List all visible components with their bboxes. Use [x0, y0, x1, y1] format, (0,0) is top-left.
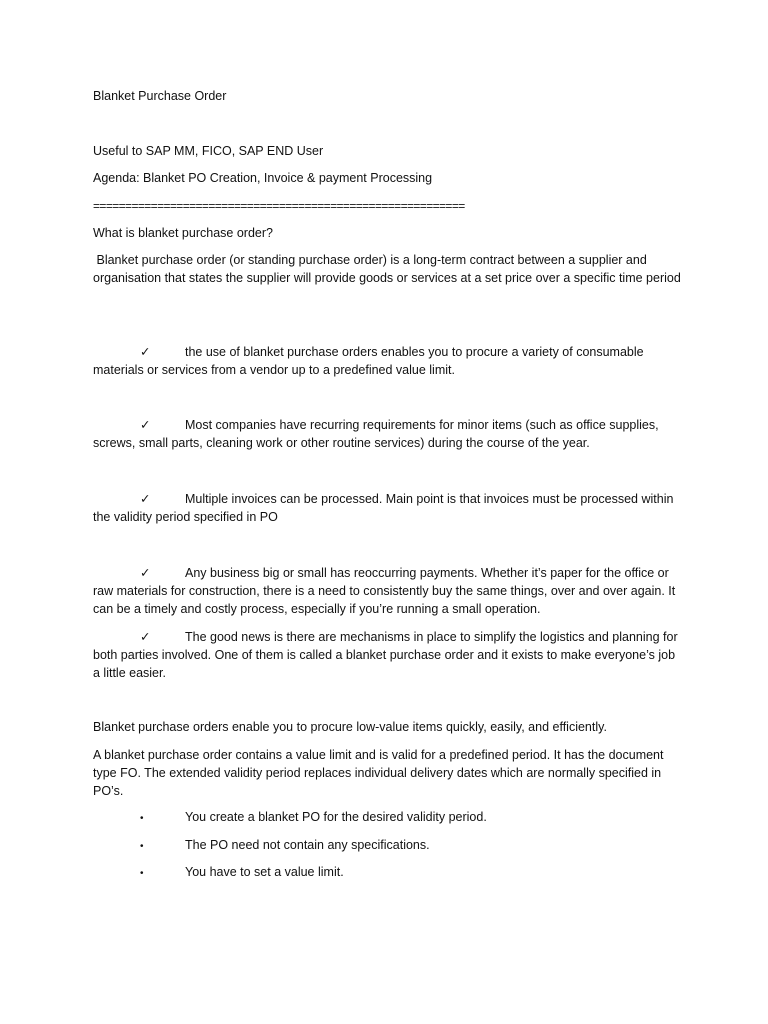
check-item-text: the use of blanket purchase orders enables you to procure a variety of consumable materials or services from a vendor up to a predefined value limit. [93, 345, 644, 377]
useful-line: Useful to SAP MM, FICO, SAP END User [93, 144, 324, 158]
question-heading: What is blanket purchase order? [93, 226, 273, 240]
document-title: Blanket Purchase Order [93, 89, 227, 103]
check-item-text: Most companies have recurring requirements for minor items (such as office supplies, screws, small parts, cleaning work or other routine services) during the course of the year. [93, 418, 659, 450]
agenda-line: Agenda: Blanket PO Creation, Invoice & payment Processing [93, 171, 433, 185]
separator-rule: ========================================================== [93, 199, 465, 213]
check-mark-icon: ✓ [140, 345, 151, 359]
check-item-text: Any business big or small has reoccurring payments. Whether it’s paper for the office or raw materials for construction, there is a need to consistently buy the same things, over and over again. It can be a timely and costly process, especially if you’re running a small operation. [93, 566, 676, 616]
check-mark-icon: ✓ [140, 630, 151, 644]
definition-paragraph: Blanket purchase order (or standing purchase order) is a long-term contract between a supplier and organisation that states the supplier will provide goods or services at a set price over a specific time period [93, 253, 681, 285]
check-mark-icon: ✓ [140, 566, 151, 580]
bullet-item [93, 836, 683, 856]
bullet-item-text: You have to set a value limit. [185, 865, 344, 879]
check-item [93, 564, 683, 618]
bullet-icon: • [140, 868, 144, 879]
bullet-item-text: The PO need not contain any specifications. [185, 838, 430, 852]
check-item [93, 343, 683, 379]
check-item [93, 416, 683, 452]
check-mark-icon: ✓ [140, 418, 151, 432]
check-item-text: The good news is there are mechanisms in place to simplify the logistics and planning for both parties involved. One of them is called a blanket purchase order and it exists to make everyone’s job a little easier. [93, 630, 678, 680]
bullet-icon: • [140, 841, 144, 852]
bullet-item [93, 863, 683, 883]
details-paragraph: A blanket purchase order contains a value limit and is valid for a predefined period. It has the document type FO. The extended validity period replaces individual delivery dates which are normally specified in PO’s. [93, 748, 664, 798]
summary-paragraph: Blanket purchase orders enable you to procure low-value items quickly, easily, and efficiently. [93, 720, 607, 734]
check-item [93, 628, 683, 682]
check-item-text: Multiple invoices can be processed. Main point is that invoices must be processed within the validity period specified in PO [93, 492, 674, 524]
bullet-item-text: You create a blanket PO for the desired validity period. [185, 810, 487, 824]
bullet-item [93, 808, 683, 828]
check-mark-icon: ✓ [140, 492, 151, 506]
bullet-icon: • [140, 813, 144, 824]
check-item [93, 490, 683, 526]
